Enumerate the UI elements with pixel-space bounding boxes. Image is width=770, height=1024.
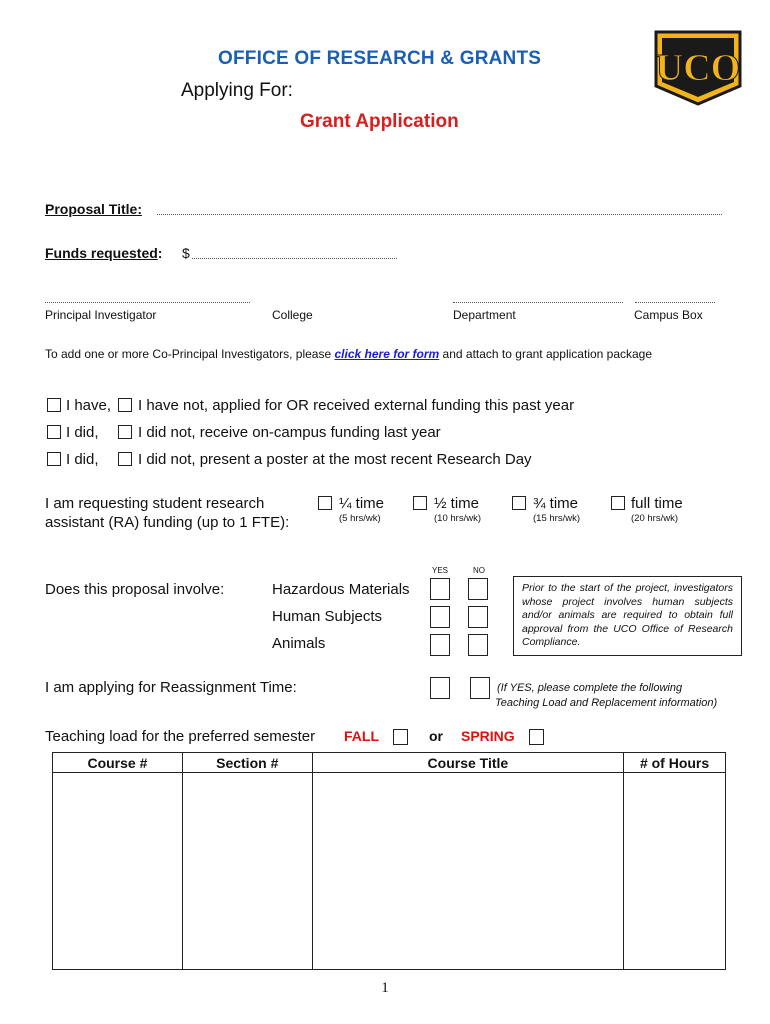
section-number-cell[interactable]	[182, 773, 312, 970]
external-funding-have-label: I have,	[66, 397, 112, 414]
ra-three-quarter-time-checkbox[interactable]	[512, 496, 526, 510]
ra-quarter-time-label: ¼ time	[339, 495, 385, 512]
human-subjects-yes-checkbox[interactable]	[430, 606, 450, 628]
ra-half-time-label: ½ time	[434, 495, 480, 512]
no-column-label: NO	[473, 566, 485, 575]
compliance-note: Prior to the start of the project, investigators whose project involves human subjects and/or animals are required to obtain full approval from the UCO Office of Research Compliance.	[513, 576, 742, 656]
reassignment-note-line2: Teaching Load and Replacement information)	[495, 697, 718, 709]
applying-for-label: Applying For:	[181, 80, 293, 101]
poster-did-checkbox[interactable]	[47, 452, 61, 466]
poster-did-label: I did,	[66, 451, 99, 468]
human-subjects-no-checkbox[interactable]	[468, 606, 488, 628]
hazardous-no-checkbox[interactable]	[468, 578, 488, 600]
human-subjects-label: Human Subjects	[272, 608, 383, 625]
funds-requested-label: Funds requested	[45, 245, 158, 261]
page-number: 1	[381, 980, 389, 996]
teaching-load-table	[52, 752, 726, 970]
department-label: Department	[453, 308, 516, 322]
uco-logo-icon	[652, 24, 744, 108]
reassignment-question: I am applying for Reassignment Time:	[45, 679, 297, 696]
external-funding-have-checkbox[interactable]	[47, 398, 61, 412]
course-number-cell[interactable]	[53, 773, 183, 970]
ra-quarter-time-checkbox[interactable]	[318, 496, 332, 510]
copi-form-link[interactable]: click here for form	[334, 347, 440, 361]
college-label: College	[272, 308, 313, 322]
table-row	[53, 773, 726, 970]
campus-box-field[interactable]	[635, 302, 715, 303]
animals-yes-checkbox[interactable]	[430, 634, 450, 656]
animals-label: Animals	[272, 635, 326, 652]
proposal-title-field[interactable]	[157, 214, 722, 215]
hazardous-yes-checkbox[interactable]	[430, 578, 450, 600]
course-number-header: Course #	[53, 753, 183, 773]
animals-no-checkbox[interactable]	[468, 634, 488, 656]
copi-instruction	[45, 347, 652, 361]
external-funding-have-not-label: I have not, applied for OR received external funding this past year	[138, 397, 575, 414]
oncampus-funding-did-checkbox[interactable]	[47, 425, 61, 439]
currency-symbol: $	[182, 245, 190, 261]
oncampus-funding-did-not-label: I did not, receive on-campus funding last year	[138, 424, 441, 441]
reassignment-note-line1: (If YES, please complete the following	[497, 682, 683, 694]
or-label: or	[429, 728, 443, 744]
pi-field[interactable]	[45, 302, 250, 303]
poster-did-not-label: I did not, present a poster at the most recent Research Day	[138, 451, 532, 468]
course-title-header: Course Title	[312, 753, 623, 773]
oncampus-funding-did-label: I did,	[66, 424, 99, 441]
funds-requested-colon: :	[157, 245, 163, 261]
svg-text:UCO: UCO	[655, 47, 741, 89]
spring-label: SPRING	[461, 728, 515, 744]
course-title-cell[interactable]	[312, 773, 623, 970]
ra-quarter-time-hours: (5 hrs/wk)	[339, 513, 381, 524]
fall-checkbox[interactable]	[393, 729, 408, 745]
ra-half-time-checkbox[interactable]	[413, 496, 427, 510]
ra-half-time-hours: (10 hrs/wk)	[434, 513, 481, 524]
spring-checkbox[interactable]	[529, 729, 544, 745]
involve-question: Does this proposal involve:	[45, 581, 225, 598]
office-title: OFFICE OF RESEARCH & GRANTS	[218, 48, 542, 69]
campus-box-label: Campus Box	[634, 308, 703, 322]
hours-cell[interactable]	[624, 773, 726, 970]
department-field[interactable]	[453, 302, 623, 303]
ra-full-time-hours: (20 hrs/wk)	[631, 513, 678, 524]
oncampus-funding-did-not-checkbox[interactable]	[118, 425, 132, 439]
uco-logo	[652, 24, 744, 113]
hours-header: # of Hours	[624, 753, 726, 773]
copi-text-before: To add one or more Co-Principal Investigators, please	[45, 347, 332, 361]
ra-request-line2: assistant (RA) funding (up to 1 FTE):	[45, 514, 290, 531]
ra-full-time-label: full time	[631, 495, 683, 512]
pi-label: Principal Investigator	[45, 308, 157, 322]
external-funding-have-not-checkbox[interactable]	[118, 398, 132, 412]
fall-label: FALL	[344, 728, 379, 744]
ra-full-time-checkbox[interactable]	[611, 496, 625, 510]
section-number-header: Section #	[182, 753, 312, 773]
teaching-load-label: Teaching load for the preferred semester	[45, 728, 316, 745]
form-type-title: Grant Application	[300, 111, 459, 132]
table-header-row	[53, 753, 726, 773]
ra-three-quarter-time-label: ¾ time	[533, 495, 579, 512]
ra-three-quarter-time-hours: (15 hrs/wk)	[533, 513, 580, 524]
yes-column-label: YES	[432, 566, 449, 575]
reassignment-yes-checkbox[interactable]	[430, 677, 450, 699]
ra-request-line1: I am requesting student research	[45, 495, 265, 512]
copi-text-after: and attach to grant application package	[442, 347, 653, 361]
poster-did-not-checkbox[interactable]	[118, 452, 132, 466]
reassignment-no-checkbox[interactable]	[470, 677, 490, 699]
hazardous-materials-label: Hazardous Materials	[272, 581, 410, 598]
proposal-title-label: Proposal Title:	[45, 201, 142, 217]
funds-requested-field[interactable]	[192, 258, 397, 259]
